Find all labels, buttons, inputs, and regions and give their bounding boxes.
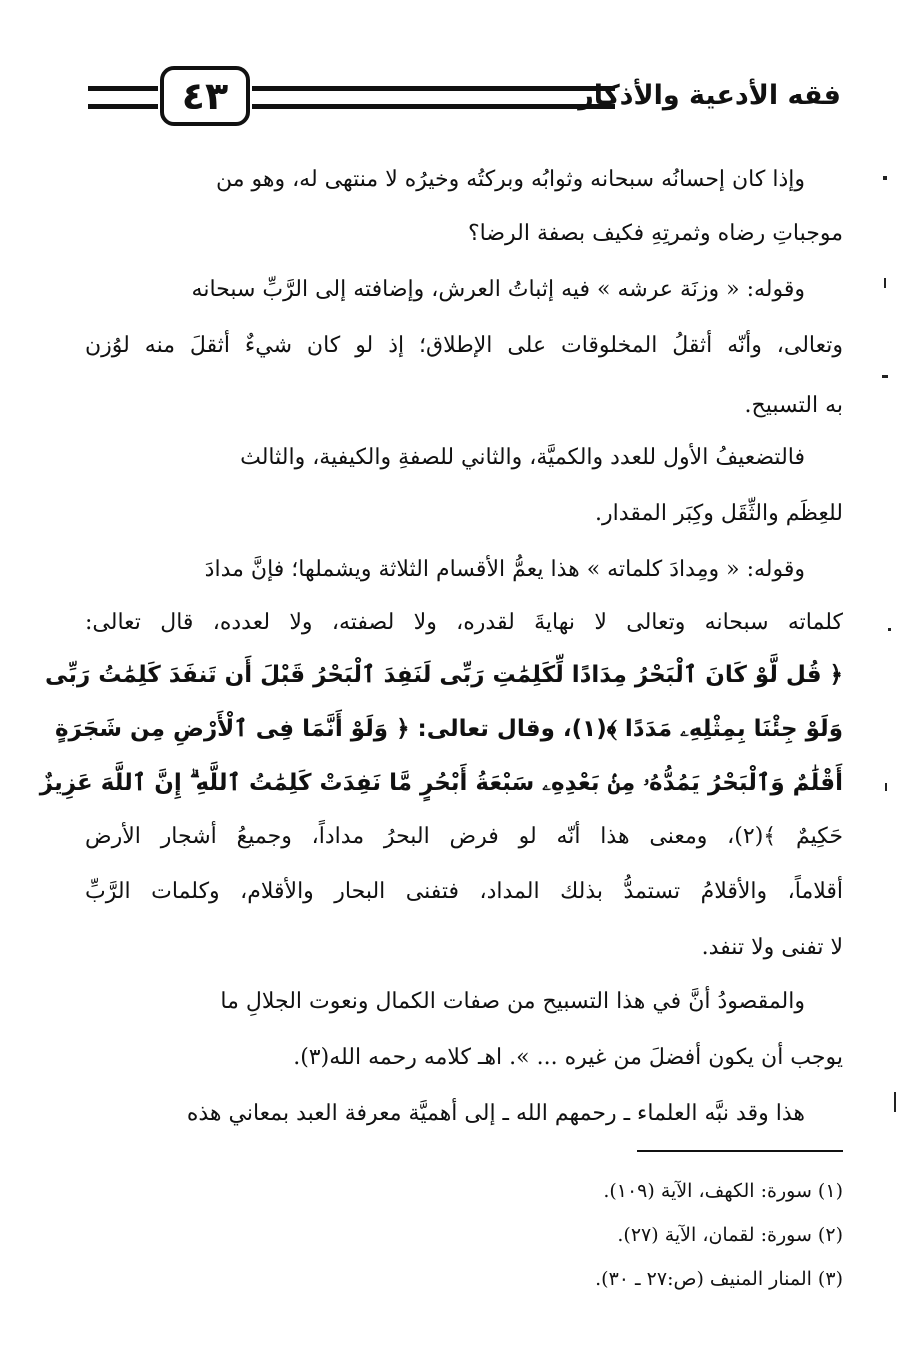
footnote-3: (٣) المنار المنيف (ص:٢٧ ـ ٣٠).	[595, 1268, 843, 1290]
body-line-3: وقوله: « وزنَة عرشه » فيه إثباتُ العرش، وإضافته إلى الرَّبِّ سبحانه	[191, 277, 805, 302]
body-line-9: كلماته سبحانه وتعالى لا نهايةَ لقدره، ولا لصفته، ولا لعدده، قال تعالى:	[85, 610, 843, 635]
body-line-13: حَكِيمٌ ﴾(٢)، ومعنى هذا أنّه لو فرض البحرُ مداداً، وجميعُ أشجار الأرض	[85, 824, 843, 849]
body-line-2: موجباتِ رضاه وثمرتِهِ فكيف بصفة الرضا؟	[467, 221, 843, 246]
footnote-2: (٢) سورة: لقمان، الآية (٢٧).	[617, 1224, 843, 1246]
body-line-5: به التسبيح.	[744, 393, 843, 418]
header-rule-right-top	[252, 86, 615, 91]
body-line-15: لا تفنى ولا تنفد.	[701, 935, 843, 960]
header-rule-left-bottom	[88, 104, 158, 109]
body-line-17: يوجب أن يكون أفضلَ من غيره ... ». اهـ كلامه رحمه الله(٣).	[293, 1045, 843, 1070]
scan-speck	[894, 1092, 896, 1112]
header-rule-left-top	[88, 86, 158, 91]
scan-speck	[885, 783, 887, 791]
page-header	[0, 0, 903, 140]
footnote-1: (١) سورة: الكهف، الآية (١٠٩).	[603, 1180, 843, 1202]
page-number: ٤٣	[181, 74, 229, 118]
body-line-14: أقلاماً، والأقلامُ تستمدُّ بذلك المداد، فتفنى البحار والأقلام، وكلمات الرَّبِّ	[85, 879, 843, 904]
scan-speck	[883, 176, 887, 180]
scan-speck	[888, 628, 891, 631]
body-line-16: والمقصودُ أنَّ في هذا التسبيح من صفات الكمال ونعوت الجلالِ ما	[220, 989, 805, 1014]
scan-speck	[884, 278, 886, 288]
body-line-4: وتعالى، وأنّه أثقلُ المخلوقات على الإطلاق؛ إذ لو كان شيءٌ أثقلَ منه لوُزن	[85, 333, 843, 358]
body-line-7: للعِظَم والثِّقَل وكِبَر المقدار.	[595, 501, 843, 526]
running-title: فقه الأدعية والأذكار	[578, 80, 841, 111]
quran-line-2: وَلَوْ جِئْنَا بِمِثْلِهِۦ مَدَدًا ﴾(١)، وقال تعالى: ﴿ وَلَوْ أَنَّمَا فِى ٱلْأَرْضِ مِن شَجَرَةٍ	[54, 716, 843, 742]
body-line-1: وإذا كان إحسانُه سبحانه وثوابُه وبركتُه وخيرُه لا منتهى له، وهو من	[215, 167, 805, 192]
page-number-box	[160, 66, 250, 126]
body-line-6: فالتضعيفُ الأول للعدد والكميَّة، والثاني للصفةِ والكيفية، والثالث	[240, 445, 805, 470]
quran-line-3: أَقْلَٰمٌ وَٱلْبَحْرُ يَمُدُّهُۥ مِنۢ بَعْدِهِۦ سَبْعَةُ أَبْحُرٍ مَّا نَفِدَتْ كَلِمَٰتُ ٱللَّهِ ۗ إِنَّ ٱللَّهَ عَزِيزٌ	[39, 770, 843, 796]
footnote-rule	[637, 1150, 843, 1152]
quran-line-1: ﴿ قُل لَّوْ كَانَ ٱلْبَحْرُ مِدَادًا لِّكَلِمَٰتِ رَبِّى لَنَفِدَ ٱلْبَحْرُ قَبْلَ أَن تَنفَدَ كَلِمَٰتُ رَبِّى	[45, 662, 843, 688]
body-line-18: هذا وقد نبَّه العلماء ـ رحمهم الله ـ إلى أهميَّة معرفة العبد بمعاني هذه	[186, 1101, 805, 1126]
scan-speck	[882, 375, 888, 378]
body-line-8: وقوله: « ومِدادَ كلماته » هذا يعمُّ الأقسام الثلاثة ويشملها؛ فإنَّ مدادَ	[204, 557, 805, 582]
header-rule-right-bottom	[252, 104, 615, 109]
